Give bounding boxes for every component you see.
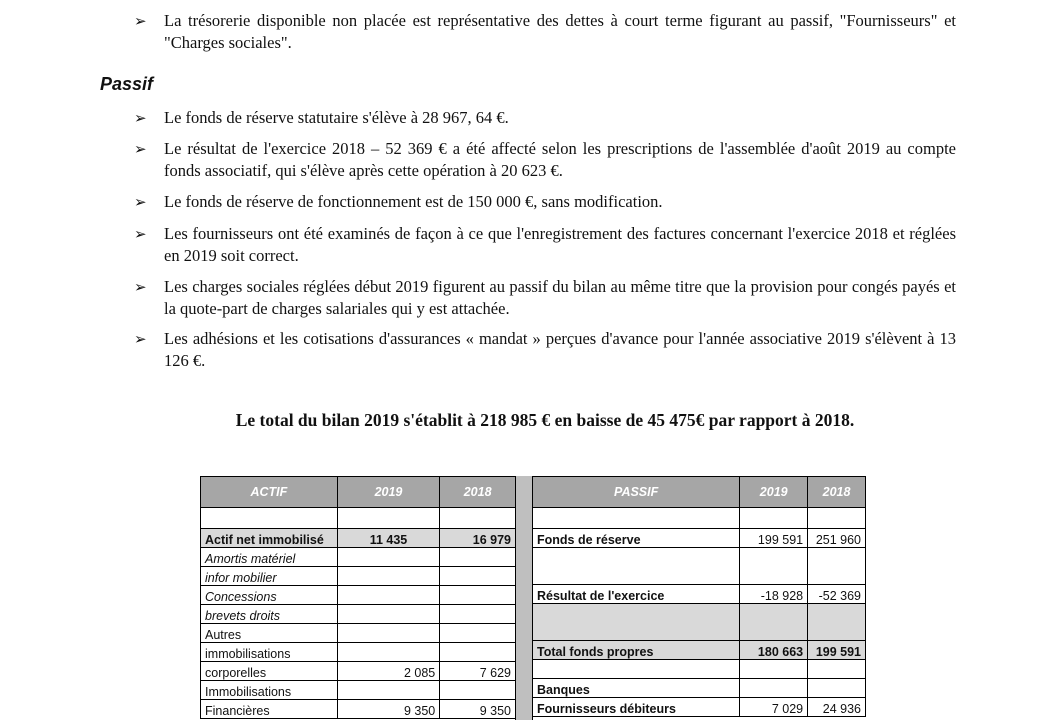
paragraph-tresorerie: La trésorerie disponible non placée est représentative des dettes à court terme figurant au passif, "Fournisseurs" et "Charges sociales".: [164, 11, 956, 52]
actif-row-label: Amortis matériel: [201, 548, 338, 567]
bullet-arrow-icon: ➢: [134, 226, 147, 243]
bilan-total-line: Le total du bilan 2019 s'établit à 218 985 € en baisse de 45 475€ par rapport à 2018.: [235, 410, 855, 430]
passif-header-2018: 2018: [808, 477, 866, 508]
passif-row-label: Résultat de l'exercice: [533, 585, 740, 604]
passif-header-label: PASSIF: [533, 477, 740, 508]
section-heading-passif: Passif: [100, 74, 154, 94]
actif-row-2019: 11 435: [337, 529, 440, 548]
actif-row-2018: 7 629: [440, 662, 516, 681]
passif-row-2019: -18 928: [740, 585, 808, 604]
actif-row-2018: 16 979: [440, 529, 516, 548]
passif-row-2018: -52 369: [808, 585, 866, 604]
paragraph-fonds-reserve: Le fonds de réserve statutaire s'élève à 28 967, 64 €.: [164, 108, 509, 127]
passif-row-2019: 7 029: [740, 698, 808, 717]
actif-row-label: Autres: [201, 624, 338, 643]
table-row: [533, 641, 866, 660]
table-row: [201, 662, 516, 681]
actif-row-label: Concessions: [201, 586, 338, 605]
table-row: [533, 698, 866, 717]
actif-row-label: corporelles: [201, 662, 338, 681]
passif-row-2018: 251 960: [808, 529, 866, 548]
bullet-arrow-icon: ➢: [134, 141, 147, 158]
bullet-arrow-icon: ➢: [134, 13, 147, 30]
passif-row-label: Banques: [533, 679, 740, 698]
table-row: [533, 679, 866, 698]
table-row: [533, 660, 866, 679]
table-row: [201, 624, 516, 643]
passif-header-row: [533, 477, 866, 508]
actif-row-label: Immobilisations: [201, 681, 338, 700]
table-separator: [515, 476, 533, 720]
actif-header-2018: 2018: [440, 477, 516, 508]
passif-row-2019: 199 591: [740, 529, 808, 548]
table-row: [201, 681, 516, 700]
table-row: [533, 508, 866, 529]
actif-row-label: Actif net immobilisé: [201, 529, 338, 548]
passif-row-label: Total fonds propres: [533, 641, 740, 660]
paragraph-fournisseurs: Les fournisseurs ont été examinés de façon à ce que l'enregistrement des factures concernant l'exercice 2018 et réglées en 2019 soit correct.: [164, 224, 956, 265]
actif-row-label: infor mobilier: [201, 567, 338, 586]
bullet-arrow-icon: ➢: [134, 194, 147, 211]
bullet-arrow-icon: ➢: [134, 279, 147, 296]
actif-header-2019: 2019: [337, 477, 440, 508]
passif-header-2019: 2019: [740, 477, 808, 508]
actif-row-2018: 9 350: [440, 700, 516, 719]
table-row: [201, 548, 516, 567]
bullet-arrow-icon: ➢: [134, 110, 147, 127]
table-row: [201, 586, 516, 605]
table-row: [201, 508, 516, 529]
table-row: [533, 548, 866, 585]
actif-header-label: ACTIF: [201, 477, 338, 508]
passif-row-label: Fonds de réserve: [533, 529, 740, 548]
actif-row-2019: 9 350: [337, 700, 440, 719]
table-row: [201, 700, 516, 719]
passif-table: [532, 476, 866, 717]
paragraph-adhesions: Les adhésions et les cotisations d'assurances « mandat » perçues d'avance pour l'année associative 2019 s'élèvent à 13 126 €.: [164, 329, 956, 370]
actif-row-label: immobilisations: [201, 643, 338, 662]
table-row: [201, 605, 516, 624]
passif-row-label: Fournisseurs débiteurs: [533, 698, 740, 717]
bullet-arrow-icon: ➢: [134, 331, 147, 348]
actif-row-label: brevets droits: [201, 605, 338, 624]
actif-table: [200, 476, 516, 719]
table-row: [533, 604, 866, 641]
table-row: [533, 585, 866, 604]
table-row: [533, 529, 866, 548]
paragraph-resultat: Le résultat de l'exercice 2018 – 52 369 € a été affecté selon les prescriptions de l'assemblée d'août 2019 au compte fonds associatif, qui s'élève après cette opération à 20 623 €.: [164, 139, 956, 180]
paragraph-fonctionnement: Le fonds de réserve de fonctionnement est de 150 000 €, sans modification.: [164, 192, 663, 211]
table-row: [201, 529, 516, 548]
table-row: [201, 567, 516, 586]
paragraph-charges-sociales: Les charges sociales réglées début 2019 figurent au passif du bilan au même titre que la provision pour congés payés et la quote-part de charges salariales qui y est attachée.: [164, 277, 956, 318]
table-row: [201, 643, 516, 662]
actif-header-row: [201, 477, 516, 508]
actif-row-label: Financières: [201, 700, 338, 719]
passif-row-2018: 24 936: [808, 698, 866, 717]
passif-row-2018: 199 591: [808, 641, 866, 660]
passif-row-2019: 180 663: [740, 641, 808, 660]
actif-row-2019: 2 085: [337, 662, 440, 681]
